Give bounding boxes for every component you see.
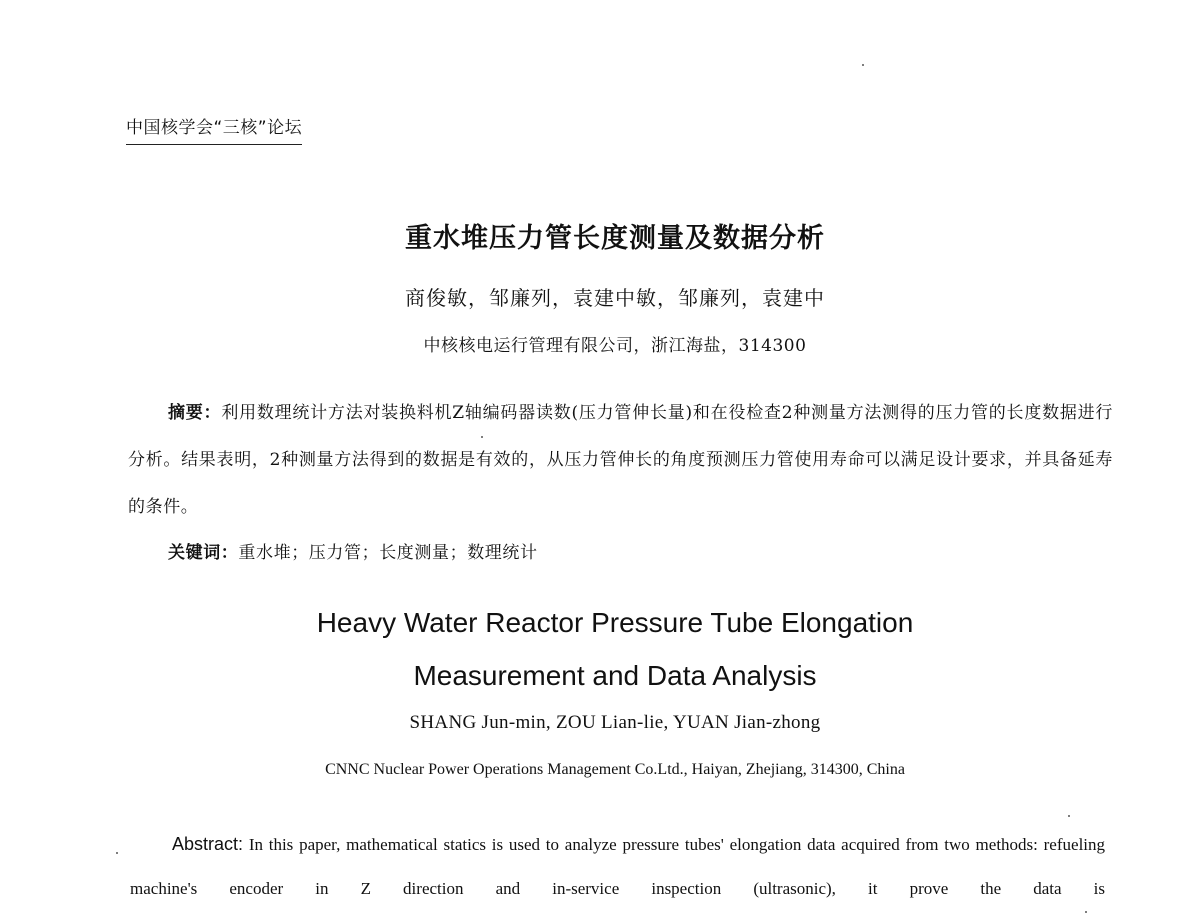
english-abstract — [130, 822, 1105, 911]
chinese-title: 重水堆压力管长度测量及数据分析 — [405, 223, 825, 254]
scan-speck — [862, 64, 864, 66]
english-title-line2: Measurement and Data Analysis — [413, 660, 817, 691]
chinese-abstract-label: 摘要： — [168, 403, 222, 423]
english-abstract-text: In this paper, mathematical statics is used to analyze pressure tubes' elongation data acquired from two methods: refueling machine's encoder in Z direction and in-service inspection (ultrasonic), it prove the data is — [130, 835, 1106, 898]
journal-header: 中国核学会“三核”论坛 — [126, 113, 302, 145]
chinese-abstract-text: 利用数理统计方法对装换料机Z轴编码器读数(压力管伸长量)和在役检查2种测量方法测得的压力管的长度数据进行分析。结果表明，2种测量方法得到的数据是有效的，从压力管伸长的角度预测压力管使用寿命可以满足设计要求，并具备延寿的条件。 — [128, 403, 1113, 517]
chinese-affiliation: 中核核电运行管理有限公司，浙江海盐，314300 — [423, 336, 807, 356]
scan-speck — [1085, 911, 1087, 913]
chinese-keywords — [168, 530, 1153, 577]
english-abstract-label: Abstract: — [172, 834, 244, 854]
english-authors: SHANG Jun-min, ZOU Lian-lie, YUAN Jian-zhong — [409, 712, 821, 733]
scan-speck — [481, 436, 483, 438]
english-title-line1: Heavy Water Reactor Pressure Tube Elongation — [316, 607, 914, 638]
scan-speck — [1068, 815, 1070, 817]
chinese-authors: 商俊敏，邹廉列，袁建中敏，邹廉列，袁建中 — [405, 286, 825, 310]
chinese-keywords-text: 重水堆；压力管；长度测量；数理统计 — [238, 543, 538, 563]
scan-speck — [116, 852, 118, 854]
english-affiliation: CNNC Nuclear Power Operations Management Co.Ltd., Haiyan, Zhejiang, 314300, China — [325, 761, 905, 778]
chinese-keywords-label: 关键词： — [168, 543, 239, 563]
chinese-abstract — [128, 390, 1113, 531]
